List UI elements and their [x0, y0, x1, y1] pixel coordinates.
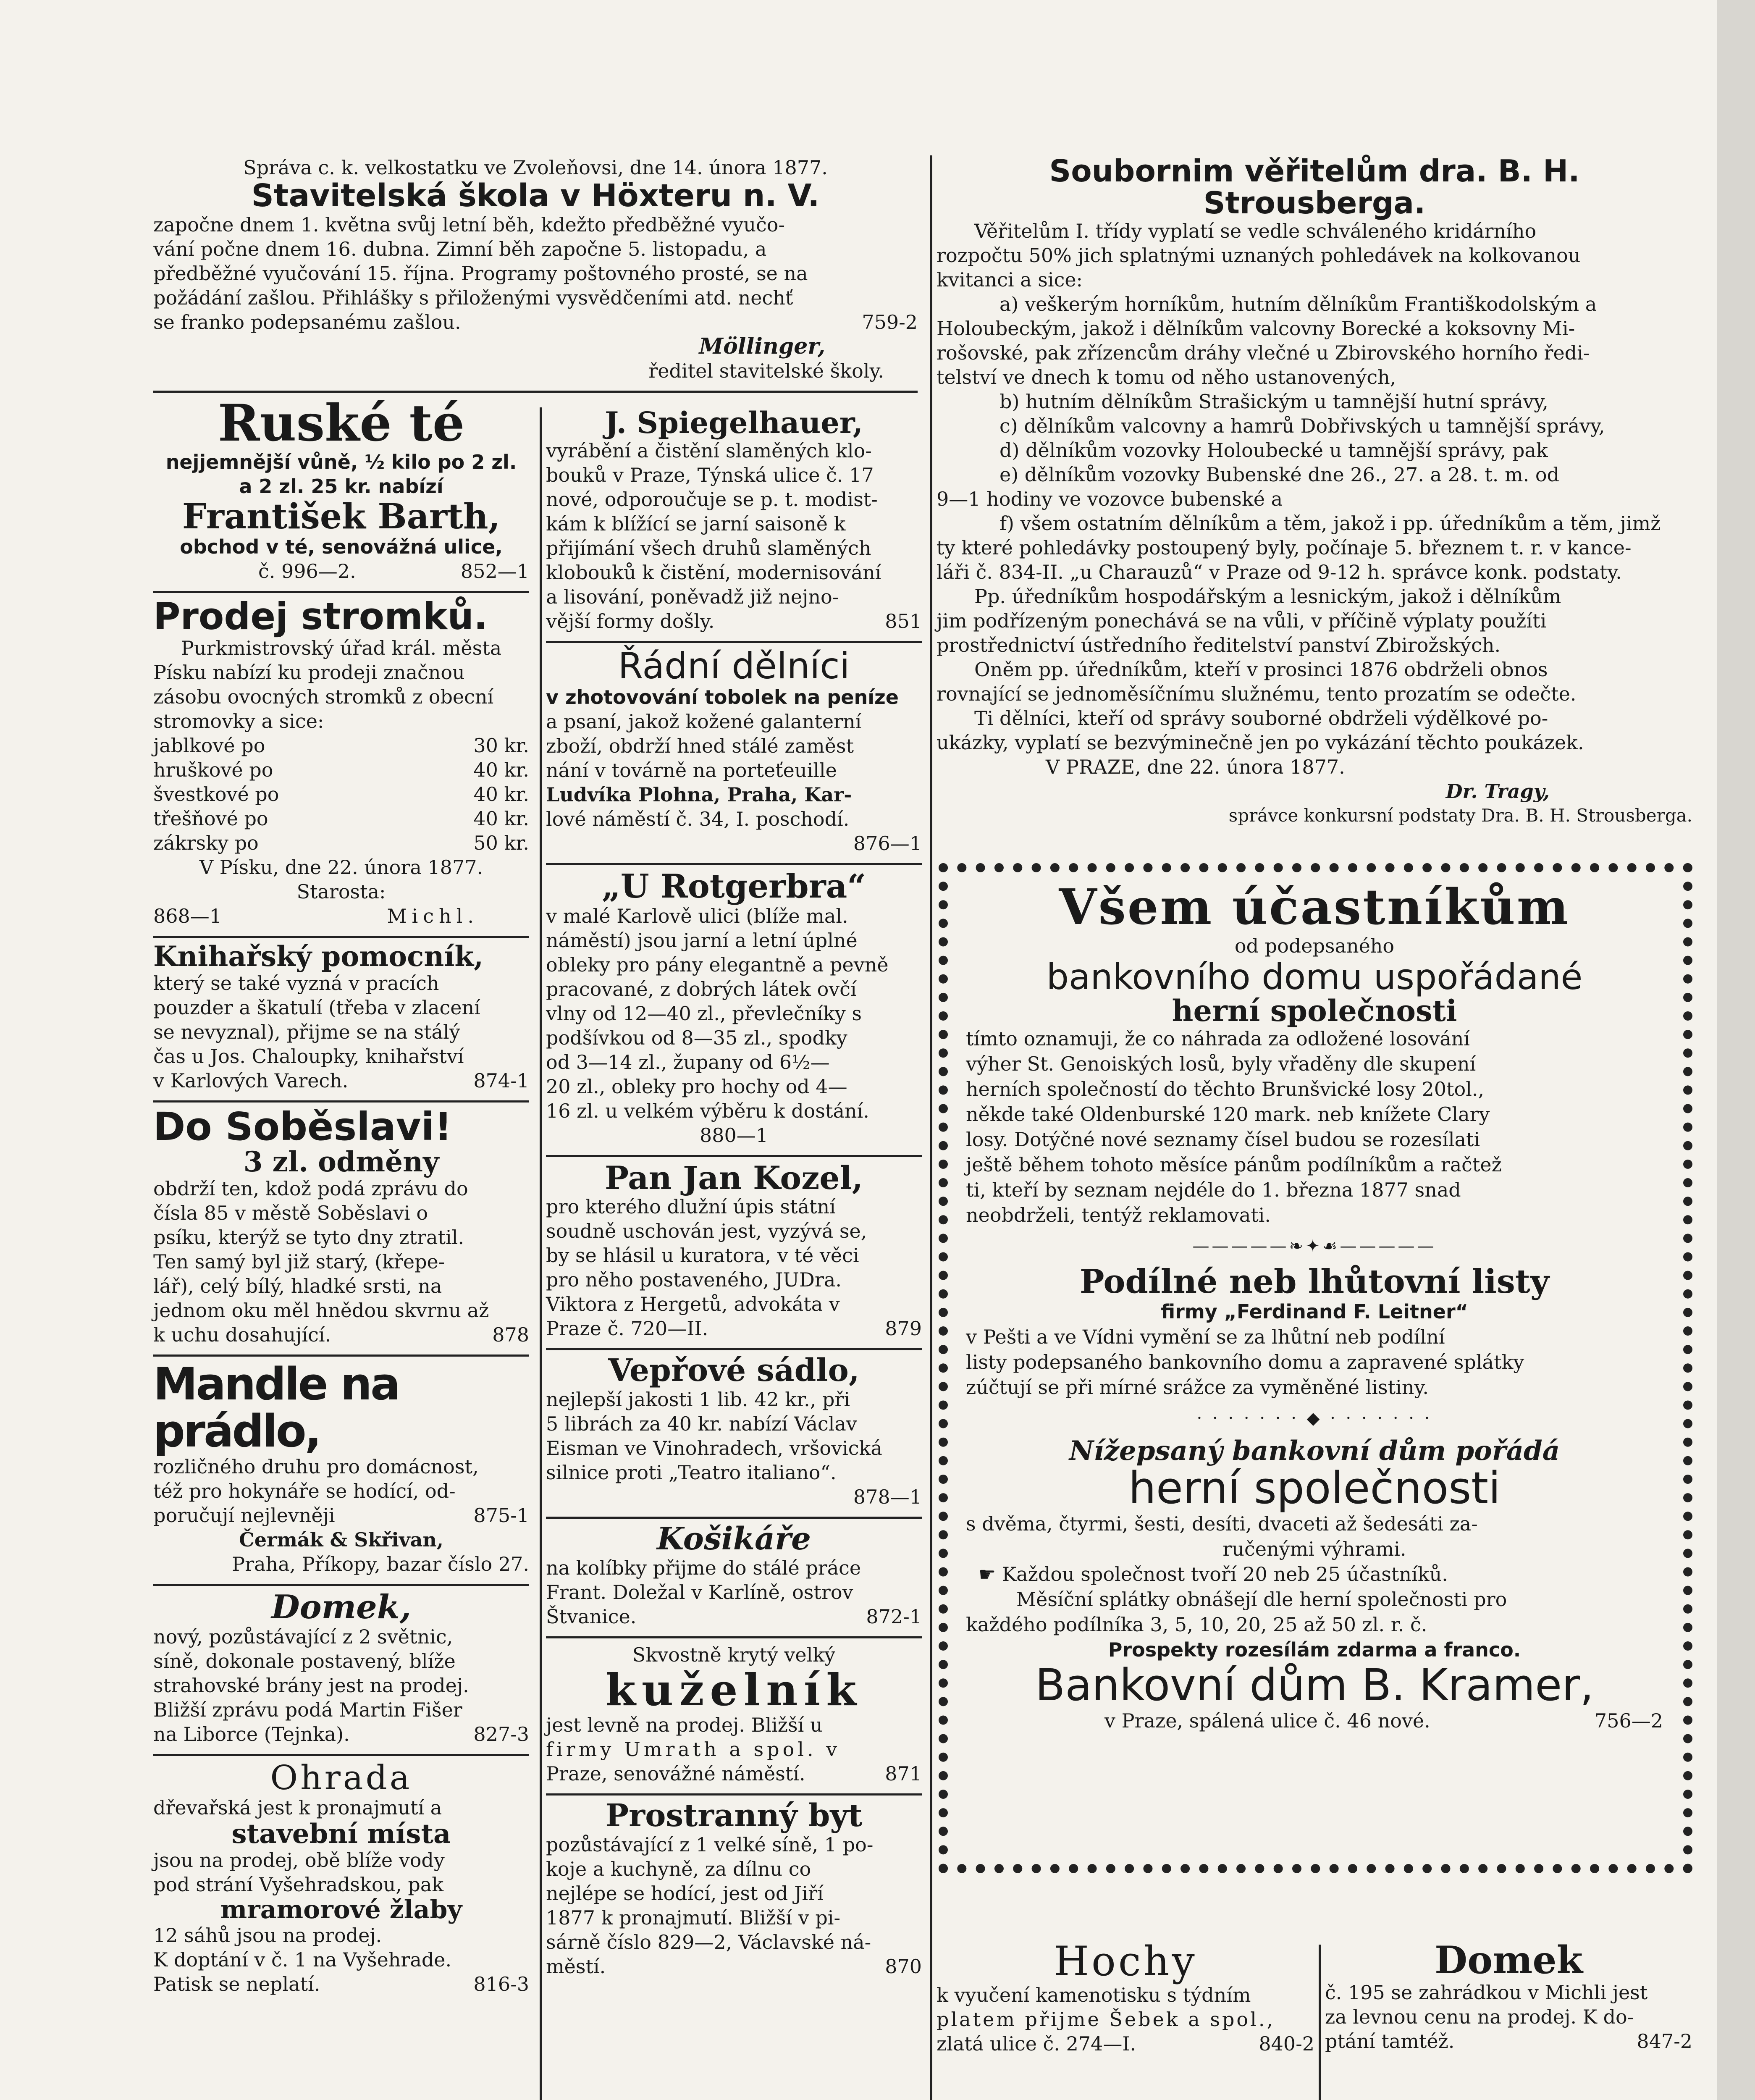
participants-title: Všem účastníkům	[1059, 879, 1570, 936]
ad-number: 878	[492, 1323, 529, 1347]
text-line: též pro hokynáře se hodící, od-	[153, 1479, 456, 1502]
text-line: na Liborce (Tejnka).	[153, 1722, 350, 1746]
tea-ad	[153, 393, 529, 583]
text-line: k uchu dosahující.	[153, 1323, 331, 1347]
item-name: zákrsky po	[153, 832, 259, 855]
flat-title: Prostranný byt	[605, 1798, 863, 1834]
ad-number: 756—2	[1594, 1709, 1663, 1732]
text-line: v malé Karlově ulici (blíže mal.	[546, 904, 848, 927]
text-line: nejlepší jakosti 1 lib. 42 kr., při	[546, 1388, 850, 1411]
divider	[153, 1754, 529, 1756]
text-line: čas u Jos. Chaloupky, knihařství	[153, 1045, 464, 1068]
text-line: pro něho postaveného, JUDra.	[546, 1268, 842, 1292]
text-line: Ten samý byl již starý, (křepe-	[153, 1250, 445, 1273]
text-line: ptání tamtéž.	[1325, 2029, 1455, 2053]
text-line: ty které pohledávky postoupený byly, počínaje 5. březnem t. r. v kance-	[937, 536, 1632, 559]
text-line: jim podřízeným ponechává se na vůli, v příčině výplaty použíti	[937, 609, 1547, 633]
shares-title: Podílné neb lhůtovní listy	[1079, 1263, 1550, 1301]
text-line: za levnou cenu na prodej. K do-	[1325, 2005, 1634, 2028]
tea-merchant: František Barth,	[182, 496, 501, 537]
column-3	[937, 155, 1692, 835]
text-line: který se také vyzná v pracích	[153, 972, 439, 995]
trees-starosta: Starosta:	[296, 880, 386, 903]
text-line: láři č. 834-II. „u Charauzů“ v Praze od 9-12 h. správce konk. podstaty.	[937, 561, 1622, 584]
text-line: 20 zl., obleky pro hochy od 4—	[546, 1075, 847, 1098]
text-line: vyrábění a čistění slaměných klo-	[546, 439, 872, 462]
small-house-ad	[1325, 1940, 1692, 2053]
trees-ad	[153, 594, 529, 928]
item-price: 30 kr.	[473, 734, 529, 757]
text-line: Štvanice.	[546, 1605, 637, 1628]
item-name: třešňové po	[153, 807, 268, 830]
text-line: na kolíbky přijme do stálé práce	[546, 1556, 861, 1579]
sobeslav-title: Do Soběslavi!	[153, 1104, 452, 1150]
item-name: hruškové po	[153, 759, 273, 782]
text-line: sárně číslo 829—2, Václavské ná-	[546, 1930, 871, 1953]
ad-number: 880—1	[699, 1124, 769, 1147]
text-line: vání počne dnem 16. dubna. Zimní běh započne 5. listopadu, a	[153, 237, 767, 260]
straw-hats-ad	[546, 407, 922, 633]
divider	[546, 1636, 922, 1638]
text-line: herních společností do těchto Brunšvické losy 20tol.,	[966, 1078, 1485, 1101]
ad-number: 871	[885, 1762, 922, 1785]
bookbinder-ad	[153, 942, 529, 1093]
text-line: přijímání všech druhů slaměných	[546, 536, 871, 559]
text-line: 1877 k pronajmutí. Bližší v pi-	[546, 1906, 841, 1929]
text-line: vlny od 12—40 zl., převlečníky s	[546, 1002, 862, 1025]
text-line: a) veškerým horníkům, hutním dělníkům Františkodolským a	[999, 293, 1597, 316]
text-line: č. 195 se zahrádkou v Michli jest	[1325, 1981, 1648, 2004]
text-line: zboží, obdrží hned stálé zaměst	[546, 734, 854, 757]
text-line: v Karlových Varech.	[153, 1069, 349, 1092]
text-line: v Pešti a ve Vídni vymění se za lhůtní neb podílní	[966, 1326, 1445, 1349]
bowling-ad	[546, 1643, 922, 1786]
ad-number: 852—1	[460, 559, 529, 583]
rotgerbr-ad	[546, 869, 922, 1147]
divider	[153, 591, 529, 593]
trees-date: V Písku, dne 22. února 1877.	[199, 856, 483, 879]
divider	[153, 936, 529, 938]
text-line: stromovky a sice:	[153, 710, 324, 733]
divider	[546, 1155, 922, 1157]
text-line: 5 librách za 40 kr. nabízí Václav	[546, 1412, 857, 1436]
text-line: kám k blížící se jarní saisoně k	[546, 512, 846, 535]
organise-game: herní společnosti	[1128, 1462, 1501, 1514]
divider	[546, 863, 922, 865]
kramer-address: v Praze, spálená ulice č. 46 nové.	[1104, 1709, 1430, 1732]
price-row	[153, 831, 529, 855]
shares-firm: firmy „Ferdinand F. Leitner“	[1161, 1300, 1468, 1323]
sobeslav-ad	[153, 1104, 529, 1347]
text-line: jsou na prodej, obě blíže vody	[153, 1849, 445, 1872]
text-line: K doptání v č. 1 na Vyšehrade.	[153, 1948, 452, 1971]
kramer-framed-ad	[966, 879, 1663, 1733]
column-2	[546, 407, 922, 1986]
ad-number: 875-1	[473, 1504, 529, 1527]
fence-ad	[153, 1760, 529, 1996]
price-row	[153, 758, 529, 782]
ad-number: 840-2	[1259, 2032, 1314, 2055]
text-line: Eisman ve Vinohradech, vršovická	[546, 1437, 882, 1460]
pointing-hand-line	[966, 1562, 1663, 1587]
boys-ad	[937, 1940, 1314, 2056]
school-lines	[153, 213, 918, 334]
text-line: čísla 85 v městě Soběslavi o	[153, 1202, 428, 1225]
item-price: 50 kr.	[473, 832, 529, 855]
text-line: jest levně na prodej. Bližší u	[546, 1714, 823, 1737]
lard-ad	[546, 1354, 922, 1509]
fence-title: Ohrada	[270, 1758, 412, 1797]
item-price: 40 kr.	[473, 807, 529, 830]
sobeslav-reward: 3 zl. odměny	[243, 1145, 439, 1179]
text-line: silnice proti „Teatro italiano“.	[546, 1461, 837, 1484]
text-line: podšívkou od 8—35 zl., spodky	[546, 1026, 847, 1049]
text-line: ukázky, vyplatí se bezvýminečně jen po vykázání těchto poukázek.	[937, 731, 1584, 754]
text-line: Oněm pp. úředníkům, kteří v prosinci 1876 obdrželi obnos	[974, 658, 1548, 681]
small-house-title: Domek	[1435, 1938, 1583, 1982]
item-name: jablkové po	[153, 734, 265, 757]
text-line: 16 zl. u velkém výběru k dostání.	[546, 1099, 869, 1122]
divider	[546, 1348, 922, 1350]
text-line: e) dělníkům vozovky Bubenské dne 26., 27. a 28. t. m. od	[999, 463, 1560, 486]
text-line: městí.	[546, 1955, 606, 1978]
page-edge	[1717, 0, 1755, 2100]
ad-number: 874-1	[473, 1069, 529, 1092]
text-line: požádání zašlou. Přihlášky s přiloženými vysvědčeními atd. nechť	[153, 286, 793, 309]
creditors-title: Soubornim věřitelům dra. B. H. Strousberga.	[1049, 153, 1580, 220]
text-line: firmy Umrath a spol. v	[546, 1738, 841, 1761]
divider	[153, 1354, 529, 1357]
text-line: pouzder a škatulí (třeba v zlacení	[153, 996, 480, 1019]
bowling-pre: Skvostně krytý velký	[632, 1643, 836, 1666]
divider	[546, 1517, 922, 1519]
text-line: Holoubeckým, jakož i dělníkům valcovny Borecké a koksovny Mi-	[937, 317, 1575, 340]
workers-title: Řádní dělníci	[618, 645, 850, 687]
mangle-address: Praha, Příkopy, bazar číslo 27.	[232, 1552, 529, 1575]
workers-ad	[546, 647, 922, 856]
text-line: telství ve dnech k tomu od něho ustanovených,	[937, 366, 1396, 389]
house-title: Domek,	[271, 1588, 412, 1626]
text-line: síně, dokonale postavený, blíže	[153, 1649, 456, 1672]
text-line: tímto oznamuji, že co náhrada za odložené losování	[966, 1027, 1470, 1050]
text-line: zlatá ulice č. 274—I.	[937, 2032, 1136, 2055]
text-line: Praze č. 720—II.	[546, 1317, 708, 1340]
text-line: obleky pro pány elegantně a pevně	[546, 953, 889, 976]
text-line: bouků v Praze, Týnská ulice č. 17	[546, 463, 874, 486]
bookbinder-title: Knihařský pomocník,	[153, 940, 484, 973]
item-name: švestkové po	[153, 783, 279, 806]
creditors-signature-title: správce konkursní podstaty Dra. B. H. Strousberga.	[1228, 805, 1692, 826]
creditors-date: V PRAZE, dne 22. února 1877.	[1046, 756, 1345, 779]
text-line: a psaní, jakož kožené galanterní	[546, 710, 862, 733]
text-line: obdrží ten, kdož podá zprávu do	[153, 1177, 468, 1200]
text-line: pro kterého dlužní úpis státní	[546, 1195, 836, 1218]
creditors-ad	[937, 155, 1692, 828]
text-line: 9—1 hodiny ve vozovce bubenské a	[937, 488, 1283, 511]
divider	[546, 641, 922, 643]
text-line: ti, kteří by seznam nejdéle do 1. března 1877 snad	[966, 1179, 1461, 1202]
boys-title: Hochy	[1054, 1938, 1197, 1985]
ad-number: 847-2	[1637, 2029, 1692, 2053]
text-line: losy. Dotýčné nové seznamy čísel budou se rozesílati	[966, 1128, 1480, 1151]
plots-title: stavební místa	[231, 1818, 451, 1850]
text-line: náměstí) jsou jarní a letní úplné	[546, 929, 858, 952]
trees-title: Prodej stromků.	[153, 594, 488, 638]
bowling-title: kuželník	[605, 1664, 863, 1716]
text-line: strahovské brány jest na prodej.	[153, 1674, 469, 1697]
text-line: Ti dělníci, kteří od správy souborné obdrželi výdělkové po-	[974, 707, 1548, 730]
text-line: lář), celý bílý, hladké srsti, na	[153, 1275, 442, 1298]
text-line: Viktora z Hergetů, advokáta v	[546, 1293, 840, 1316]
tea-line: nejjemnější vůně, ½ kilo po 2 zl.	[165, 450, 517, 473]
pointing-hand-icon: ☛	[978, 1562, 1002, 1586]
column-rule-3	[1319, 1945, 1321, 2100]
prospect-line: Prospekty rozesílám zdarma a franco.	[1108, 1638, 1521, 1661]
text-line: někde také Oldenburské 120 mark. neb knížete Clary	[966, 1103, 1490, 1126]
text-line: každého podílníka 3, 5, 10, 20, 25 až 50 zl. r. č.	[966, 1613, 1427, 1636]
straw-title: J. Spiegelhauer,	[605, 405, 863, 440]
house-ad	[153, 1590, 529, 1746]
text-line: neobdrželi, tentýž reklamovati.	[966, 1204, 1271, 1227]
text-line: ručenými výhrami.	[1222, 1537, 1406, 1560]
column-rule-2	[930, 155, 932, 2100]
column-rule-1	[540, 407, 542, 2100]
participants-sub: od podepsaného	[1234, 934, 1395, 957]
text-line: klobouků k čistění, modernisování	[546, 561, 881, 584]
mangle-ad	[153, 1358, 529, 1576]
ad-number: 851	[885, 609, 922, 633]
text-line: Ludvíka Plohna, Praha, Kar-	[546, 783, 852, 806]
tea-line: a 2 zl. 25 kr. nabízí	[239, 475, 443, 498]
text-line: pracované, z dobrých látek ovčí	[546, 977, 857, 1000]
text-line: Každou společnost tvoří 20 neb 25 účastníků.	[1002, 1562, 1448, 1586]
lard-title: Vepřové sádlo,	[608, 1352, 860, 1389]
text-line: b) hutním dělníkům Strašickým u tamnější hutní správy,	[999, 390, 1548, 413]
text-line: rovnající se jednoměsíčnímu služnému, tento prozatím se odečte.	[937, 682, 1577, 706]
ad-number: 876—1	[853, 832, 922, 855]
tea-shop: obchod v té, senovážná ulice,	[180, 535, 503, 558]
basket-ad	[546, 1523, 922, 1629]
text-line: Měsíční splátky obnášejí dle herní společnosti pro	[1016, 1588, 1507, 1611]
ad-number: 868—1	[153, 905, 222, 928]
school-signature: Möllinger,	[699, 333, 825, 359]
text-line: rozpočtu 50% jich splatnými uznaných pohledávek na kolkovanou	[937, 244, 1581, 267]
ornament-divider: —————❧✦☙—————	[1192, 1236, 1437, 1256]
trees-signature: Michl.	[387, 905, 479, 928]
text-line: 12 sáhů jsou na prodej.	[153, 1924, 382, 1947]
text-line: Věřitelům I. třídy vyplatí se vedle schváleného kridárního	[974, 220, 1537, 243]
ad-number: 870	[885, 1955, 922, 1978]
price-row	[153, 806, 529, 831]
text-line: Pp. úředníkům hospodářským a lesnickým, jakož i dělníkům	[974, 585, 1561, 608]
text-line: nové, odporoučuje se p. t. modist-	[546, 488, 878, 511]
text-line: k vyučení kamenotisku s týdním	[937, 1983, 1251, 2006]
text-line: se franko podepsanému zašlou.	[153, 310, 461, 333]
kozel-ad	[546, 1161, 922, 1341]
text-line: nový, pozůstávající z 2 světnic,	[153, 1625, 453, 1648]
text-line: f) všem ostatním dělníkům a těm, jakož i pp. úředníkům a těm, jimž	[999, 512, 1661, 535]
text-line: poručují nejlevněji	[153, 1504, 335, 1527]
report-line: Správa c. k. velkostatku ve Zvoleňovsi, dne 14. února 1877.	[243, 156, 828, 179]
school-title: Stavitelská škola v Höxteru n. V.	[251, 178, 820, 214]
flat-ad	[546, 1800, 922, 1979]
text-line: rozličného druhu pro domácnost,	[153, 1455, 479, 1478]
text-line: zúčtují se při mírné srážce za vyměněné listiny.	[966, 1376, 1429, 1399]
ad-number: 827-3	[473, 1722, 529, 1746]
item-price: 40 kr.	[473, 783, 529, 806]
marble-title: mramorové žlaby	[220, 1895, 462, 1925]
divider	[153, 1100, 529, 1102]
mangle-firm: Čermák & Skřivan,	[239, 1528, 443, 1551]
ad-number: 879	[885, 1317, 922, 1340]
text-line: v zhotovování tobolek na peníze	[546, 685, 899, 709]
text-line: Bližší zprávu podá Martin Fišer	[153, 1698, 462, 1721]
text-line: jednom oku měl hnědou skvrnu až	[153, 1299, 489, 1322]
kozel-title: Pan Jan Kozel,	[605, 1159, 863, 1197]
school-ad	[153, 155, 918, 383]
ornament-divider: · · · · · · · ◆ · · · · · · ·	[1196, 1409, 1432, 1428]
text-line: rošovské, pak zřízencům dráhy vlečné u Zbirovského horního ředi-	[937, 341, 1590, 365]
kramer-title: Bankovní dům B. Kramer,	[1035, 1659, 1594, 1711]
text-line: c) dělníkům valcovny a hamrů Dobřivských u tamnější správy,	[999, 415, 1605, 438]
organise-title: Nížepsaný bankovní dům pořádá	[1069, 1435, 1560, 1467]
text-line: by se hlásil u kuratora, v té věci	[546, 1244, 859, 1267]
rotgerbr-title: „U Rotgerbra“	[601, 867, 866, 906]
tea-title: Ruské té	[218, 393, 465, 453]
price-row	[153, 782, 529, 806]
text-line: soudně uschován jest, vyzývá se,	[546, 1220, 867, 1243]
text-line: výher St. Genoiských losů, byly vřaděny dle skupení	[966, 1053, 1476, 1076]
creditors-signature: Dr. Tragy,	[1445, 780, 1550, 803]
ad-number: 872-1	[866, 1605, 922, 1628]
text-line: dřevařská jest k pronajmutí a	[153, 1796, 442, 1819]
text-line: předběžné vyučování 15. října. Programy poštovného prosté, se na	[153, 262, 808, 285]
item-price: 40 kr.	[473, 759, 529, 782]
text-line: ještě během tohoto měsíce pánům podílníkům a račtež	[966, 1153, 1502, 1176]
ad-number: 759-2	[862, 310, 918, 333]
text-line: Purkmistrovský úřad král. města	[181, 637, 502, 660]
mangle-title: Mandle na prádlo,	[153, 1358, 399, 1457]
text-line: Patisk se neplatí.	[153, 1973, 320, 1996]
basket-title: Košikáře	[656, 1521, 811, 1557]
text-line: platem přijme Šebek a spol.,	[937, 2008, 1275, 2031]
text-line: Frant. Doležal v Karlíně, ostrov	[546, 1580, 853, 1604]
school-signature-title: ředitel stavitelské školy.	[648, 359, 884, 382]
text-line: Písku nabízí ku prodeji značnou	[153, 661, 465, 684]
ad-number: 816-3	[473, 1973, 529, 1996]
text-line: prostřednictví ústředního ředitelství panství Zbirožských.	[937, 634, 1501, 657]
text-line: zásobu ovocných stromků z obecní	[153, 685, 494, 709]
text-line: započne dnem 1. května svůj letní běh, kdežto předběžné vyučo-	[153, 213, 785, 236]
ad-number: 878—1	[853, 1486, 922, 1509]
text-line: vější formy došly.	[546, 609, 715, 633]
tea-address: č. 996—2.	[258, 559, 356, 583]
participants-game: herní společnosti	[1172, 993, 1457, 1028]
text-line: kvitanci a sice:	[937, 268, 1083, 291]
text-line: koje a kuchyně, za dílnu co	[546, 1857, 811, 1880]
text-line: lové náměstí č. 34, I. poschodí.	[546, 807, 850, 830]
text-line: od 3—14 zl., župany od 6½—	[546, 1050, 830, 1074]
text-line: pozůstávající z 1 velké síně, 1 po-	[546, 1833, 874, 1856]
text-line: se nevyznal), přijme se na stálý	[153, 1021, 460, 1044]
text-line: nání v továrně na porteťeuille	[546, 759, 837, 782]
text-line: a lisování, poněvadž již nejno-	[546, 585, 839, 608]
text-line: nejlépe se hodící, jest od Jiří	[546, 1882, 824, 1905]
divider	[153, 1584, 529, 1586]
price-row	[153, 733, 529, 758]
text-line: listy podepsaného bankovního domu a zapravené splátky	[966, 1351, 1524, 1374]
text-line: d) dělníkům vozovky Holoubecké u tamnější správy, pak	[999, 439, 1548, 462]
text-line: s dvěma, čtyrmi, šesti, desíti, dvaceti až šedesáti za-	[966, 1512, 1478, 1535]
text-line: Praze, senovážné náměstí.	[546, 1762, 805, 1785]
divider	[546, 1793, 922, 1796]
divider	[153, 391, 918, 393]
text-line: psíku, kterýž se tyto dny ztratil.	[153, 1226, 464, 1249]
text-line: pod strání Vyšehradskou, pak	[153, 1873, 444, 1896]
participants-bank: bankovního domu uspořádané	[1046, 956, 1583, 998]
